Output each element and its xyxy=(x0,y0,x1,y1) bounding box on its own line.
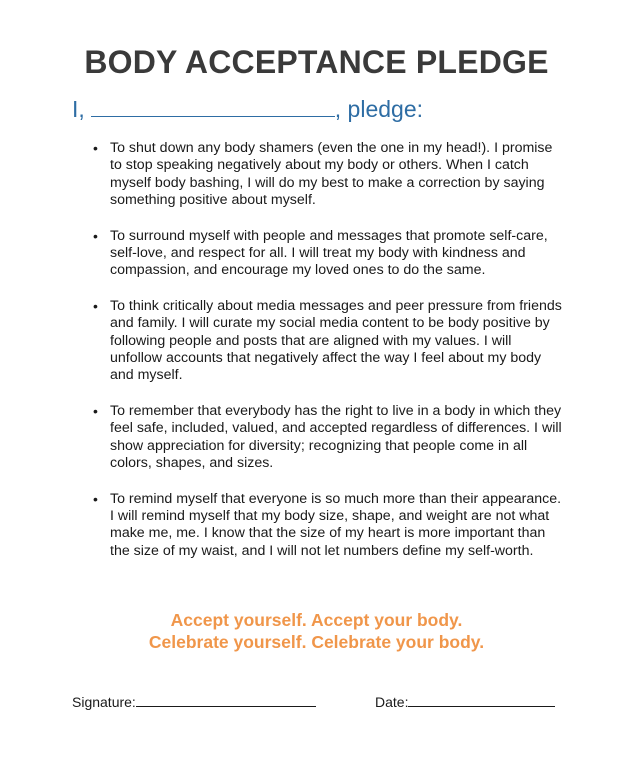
date-group xyxy=(375,692,555,710)
list-item xyxy=(88,491,566,561)
pledge-suffix: , pledge: xyxy=(334,96,424,122)
signature-row xyxy=(72,692,562,710)
bullet-icon: • xyxy=(93,490,98,507)
list-item-text: To remind myself that everyone is so much more than their appearance. I will remind myself that my body size, shape, and weight are not what make me, me. I know that the size of my heart is more important than the size of my waist, and I will not let numbers define my self-worth. xyxy=(110,490,562,559)
motto xyxy=(0,609,633,653)
signature-line[interactable] xyxy=(136,692,316,707)
signature-label: Signature: xyxy=(72,694,136,710)
pledge-intro xyxy=(72,96,423,123)
list-item xyxy=(88,298,566,385)
list-item xyxy=(88,228,566,280)
page-title: BODY ACCEPTANCE PLEDGE xyxy=(84,44,549,80)
list-item xyxy=(88,403,566,473)
pledge-prefix: I, xyxy=(72,96,85,122)
bullet-icon: • xyxy=(93,227,98,244)
bullet-icon: • xyxy=(93,402,98,419)
date-label: Date: xyxy=(375,694,409,710)
date-line[interactable] xyxy=(408,692,555,707)
list-item-text: To think critically about media messages and peer pressure from friends and family. I will curate my social media content to be body positive by following people and posts that are aligned with my values. I will unfollow accounts that negatively affect the way I feel about my body and myself. xyxy=(110,297,562,384)
bullet-icon: • xyxy=(93,297,98,314)
pledge-list xyxy=(88,140,566,578)
motto-line-1: Accept yourself. Accept your body. xyxy=(170,610,463,630)
name-blank-line[interactable] xyxy=(91,96,335,117)
bullet-icon: • xyxy=(93,140,98,156)
list-item-text: To surround myself with people and messages that promote self-care, self-love, and respect for all. I will treat my body with kindness and compassion, and encourage my loved ones to do the same. xyxy=(110,227,548,279)
list-item-text: To remember that everybody has the right to live in a body in which they feel safe, included, valued, and accepted regardless of differences. I will show appreciation for diversity; recognizing that people come in all colors, shapes, and sizes. xyxy=(110,402,562,472)
list-item-text: To shut down any body shamers (even the one in my head!). I promise to stop speaking negatively about my body or others. When I catch myself body bashing, I will do my best to make a correction by saying something positive about myself. xyxy=(110,140,553,209)
motto-line-2: Celebrate yourself. Celebrate your body. xyxy=(148,632,485,652)
list-item xyxy=(88,140,566,210)
